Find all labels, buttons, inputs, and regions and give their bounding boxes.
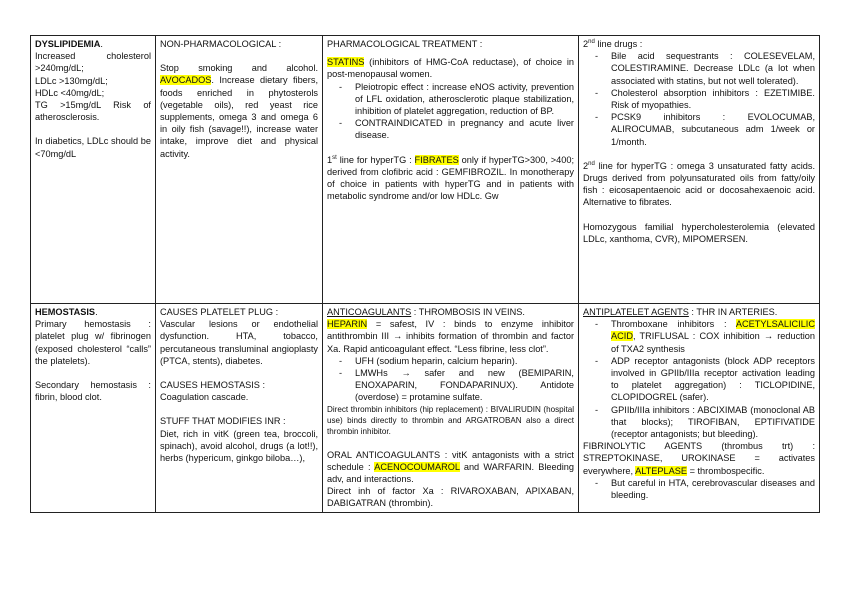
row-hemostasis [31, 304, 820, 513]
dyslip-line-4: TG >15mg/dL Risk of atherosclerosis. [35, 100, 151, 123]
fibrates-text [327, 154, 574, 203]
oral-anticoag-text [327, 449, 574, 486]
list-item: - CONTRAINDICATED in pregnancy and acute liver disease. [355, 117, 574, 141]
title-dot: . [95, 307, 98, 317]
list-item: - Cholesterol absorption inhibitors : EZETIMIBE. Risk of myopathies. [611, 87, 815, 111]
list-item: - ADP receptor antagonists (block ADP receptors involved in GPIIb/IIIa receptor activation leading to platelet aggregation) : TICLOPIDINE, CLOPIDOGREL (safer). [611, 355, 815, 404]
inr-header: STUFF THAT MODIFIES INR : [160, 416, 286, 427]
fibrino-post: = thrombospecific. [687, 465, 765, 476]
homozygous-text: Homozygous familial hypercholesterolemia (elevated LDLc, xanthoma, CVR), MIPOMERSEN. [583, 221, 815, 244]
secondary-hemostasis: Secondary hemostasis : fibrin, blood clot. [35, 380, 151, 403]
omega-desc: line for hyperTG : omega 3 unsaturated fatty acids. Drugs derived from polyunsaturated oils from fatty/oily fish : eicosapentaenoic acid or docosahexaenoic acid. Alternative to fibrates. [583, 160, 816, 208]
cell-anticoagulants [323, 304, 579, 513]
statins-highlight: STATINS [327, 57, 365, 68]
antiplatelet-sub: : THR IN ARTERIES. [688, 307, 778, 317]
non-pharm-header: NON-PHARMACOLOGICAL : [160, 39, 282, 49]
pharm-header: PHARMACOLOGICAL TREATMENT : [327, 39, 483, 49]
hemostasis-causes-text: Coagulation cascade. [160, 392, 249, 403]
row-dyslipidemia [31, 36, 820, 304]
list-item: - Bile acid sequestrants : COLESEVELAM, COLESTIRAMINE. Decrease LDLc (a lot when associated with statins, but not well tolerated). [611, 50, 815, 87]
fib-num: 1 [327, 154, 333, 165]
heparin-highlight: HEPARIN [327, 319, 368, 330]
sl-text: line drugs : [597, 39, 643, 49]
dyslipidemia-title: DYSLIPIDEMIA [35, 39, 101, 49]
non-pharm-p1: Stop smoking and alcohol. [160, 63, 318, 74]
cell-non-pharmacological [156, 36, 323, 304]
cell-second-line-drugs [579, 36, 820, 304]
oral-post: and WARFARIN. Bleeding adv, and interactions. [327, 461, 574, 485]
avocados-highlight: AVOCADOS [160, 75, 212, 86]
fibrinolytic-text [583, 440, 815, 477]
list-item: - PCSK9 inhibitors : EVOLOCUMAB, ALIROCUMAB, subcutaneous adm 1/week or 1/month. [611, 111, 815, 148]
omega-num: 2 [583, 160, 589, 171]
dyslip-line-3: HDLc <40mg/dL; [35, 87, 105, 98]
list-item: - GPIIb/IIIa inhibitors : ABCIXIMAB (monoclonal AB that blocks); TIROFIBAN, EPTIFIVATIDE (receptor antagonists; but bleeding). [611, 404, 815, 441]
hemostasis-title: HEMOSTASIS [35, 307, 96, 317]
b1-post: , TRIFLUSAL : COX inhibition → reduction of TXA2 synthesis [611, 331, 815, 354]
cell-dyslipidemia-definition [31, 36, 156, 304]
list-item [611, 318, 815, 355]
cell-pharmacological [323, 36, 579, 304]
list-item: - Pleiotropic effect : increase eNOS activity, prevention of LFL oxidation, atherosclerotic plaque stabilization, inhibition of platelet aggregation, reduction of BP. [355, 81, 574, 118]
list-item: - UFH (sodium heparin, calcium heparin). [355, 355, 574, 367]
fibrino-pre: FIBRINOLYTIC AGENTS (thrombus trt) : STREPTOKINASE, UROKINASE = activates everywhere, [583, 441, 815, 476]
fib-pre: line for hyperTG : [339, 154, 412, 165]
sl-sup: nd [588, 38, 595, 45]
omega-sup: nd [588, 160, 595, 167]
hemostasis-causes-header: CAUSES HEMOSTASIS : [160, 380, 265, 391]
acenocoumarol-highlight: ACENOCOUMAROL [374, 461, 460, 472]
omega-text [583, 160, 815, 209]
oral-pre: ORAL ANTICOAGULANTS : vitK antagonists with a strict schedule : [327, 449, 574, 472]
anticoag-sub: : THROMBOSIS IN VEINS. [411, 307, 525, 317]
fib-sup: st [332, 154, 337, 161]
heparin-desc: = safest, IV : binds to enzyme inhibitor antithrombin III → inhibits formation of thrombin and factor Xa. Rapid anticoagulant effect. “Less fibrine, less clot”. [327, 319, 574, 354]
heparin-bullets [327, 355, 574, 404]
dyslip-line-2: LDLc >130mg/dL; [35, 75, 108, 86]
antiplatelet-title: ANTIPLATELET AGENTS [583, 307, 689, 317]
cell-causes [156, 304, 323, 513]
antiplatelet-bullets [583, 318, 815, 440]
inr-text: Diet, rich in vitK (green tea, broccoli, spinach), avoid alcohol, drugs (a lot!!), herbs (hypericum, ginkgo biloba…), [160, 428, 318, 464]
factor-xa-text: Direct inh of factor Xa : RIVAROXABAN, APIXABAN, DABIGATRAN (thrombin). [327, 486, 574, 509]
alteplase-highlight: ALTEPLASE [635, 465, 688, 476]
list-item: - But careful in HTA, cerebrovascular diseases and bleeding. [611, 477, 815, 501]
asa-highlight: ACETYLSALICILIC ACID [611, 319, 815, 342]
cell-hemostasis-definition [31, 304, 156, 513]
diabetics-note: In diabetics, LDLc should be <70mg/dL [35, 136, 151, 159]
heparin-text [327, 318, 574, 355]
primary-hemostasis: Primary hemostasis : platelet plug w/ fibrinogen (exposed cholesterol “calls” the platelets). [35, 319, 151, 366]
list-item: - LMWHs → safer and new (BEMIPARIN, ENOXAPARIN, FONDAPARINUX). Antidote (overdose) = protamine sulfate. [355, 367, 574, 404]
b1-pre: Thromboxane inhibitors : [611, 319, 727, 330]
dyslip-line-1: Increased cholesterol >240mg/dL; [35, 51, 151, 74]
direct-thrombin-text: Direct thrombin inhibitors (hip replacement) : BIVALIRUDIN (hospital use) binds directly to thrombin and ARGATROBAN also a direct thrombin inhibitor. [327, 404, 574, 436]
anticoag-title: ANTICOAGULANTS [327, 307, 412, 317]
notes-table [30, 35, 820, 513]
statins-desc: (inhibitors of HMG-CoA reductase), of choice in post-menopausal women. [327, 57, 574, 80]
second-line-bullets [583, 50, 815, 148]
platelet-plug-header: CAUSES PLATELET PLUG : [160, 307, 279, 317]
second-line-header [583, 38, 815, 50]
sl-num: 2 [583, 39, 589, 49]
statins-bullets [327, 81, 574, 142]
antiplatelet-header [583, 306, 815, 318]
title-dot: . [100, 39, 103, 49]
cell-antiplatelet [579, 304, 820, 513]
non-pharm-text [160, 62, 318, 160]
statins-text [327, 56, 574, 80]
platelet-plug-text: Vascular lesions or endothelial dysfunction. HTA, tobacco, percutaneous transluminal angioplasty (PTCA, stents), diabetes. [160, 319, 318, 366]
non-pharm-p2: . Increase dietary fibers, foods enriched in phytosterols (vegetable oils), red yeast rice supplements, omega 3 and omega 6 in oily fish (savage!!), increase water intake, improve diet and physical activity. [160, 75, 318, 159]
fib-desc: only if hyperTG>300, >400; derived from clofibric acid : GEMFIBROZIL. In monotherapy of choice in patients with hyperTG and in patients with metabolic syndrome and/or low HDLc. Gw [327, 154, 574, 202]
anticoag-header [327, 306, 574, 318]
fibrates-highlight: FIBRATES [414, 154, 459, 165]
fibrinolytic-bullets [583, 477, 815, 501]
